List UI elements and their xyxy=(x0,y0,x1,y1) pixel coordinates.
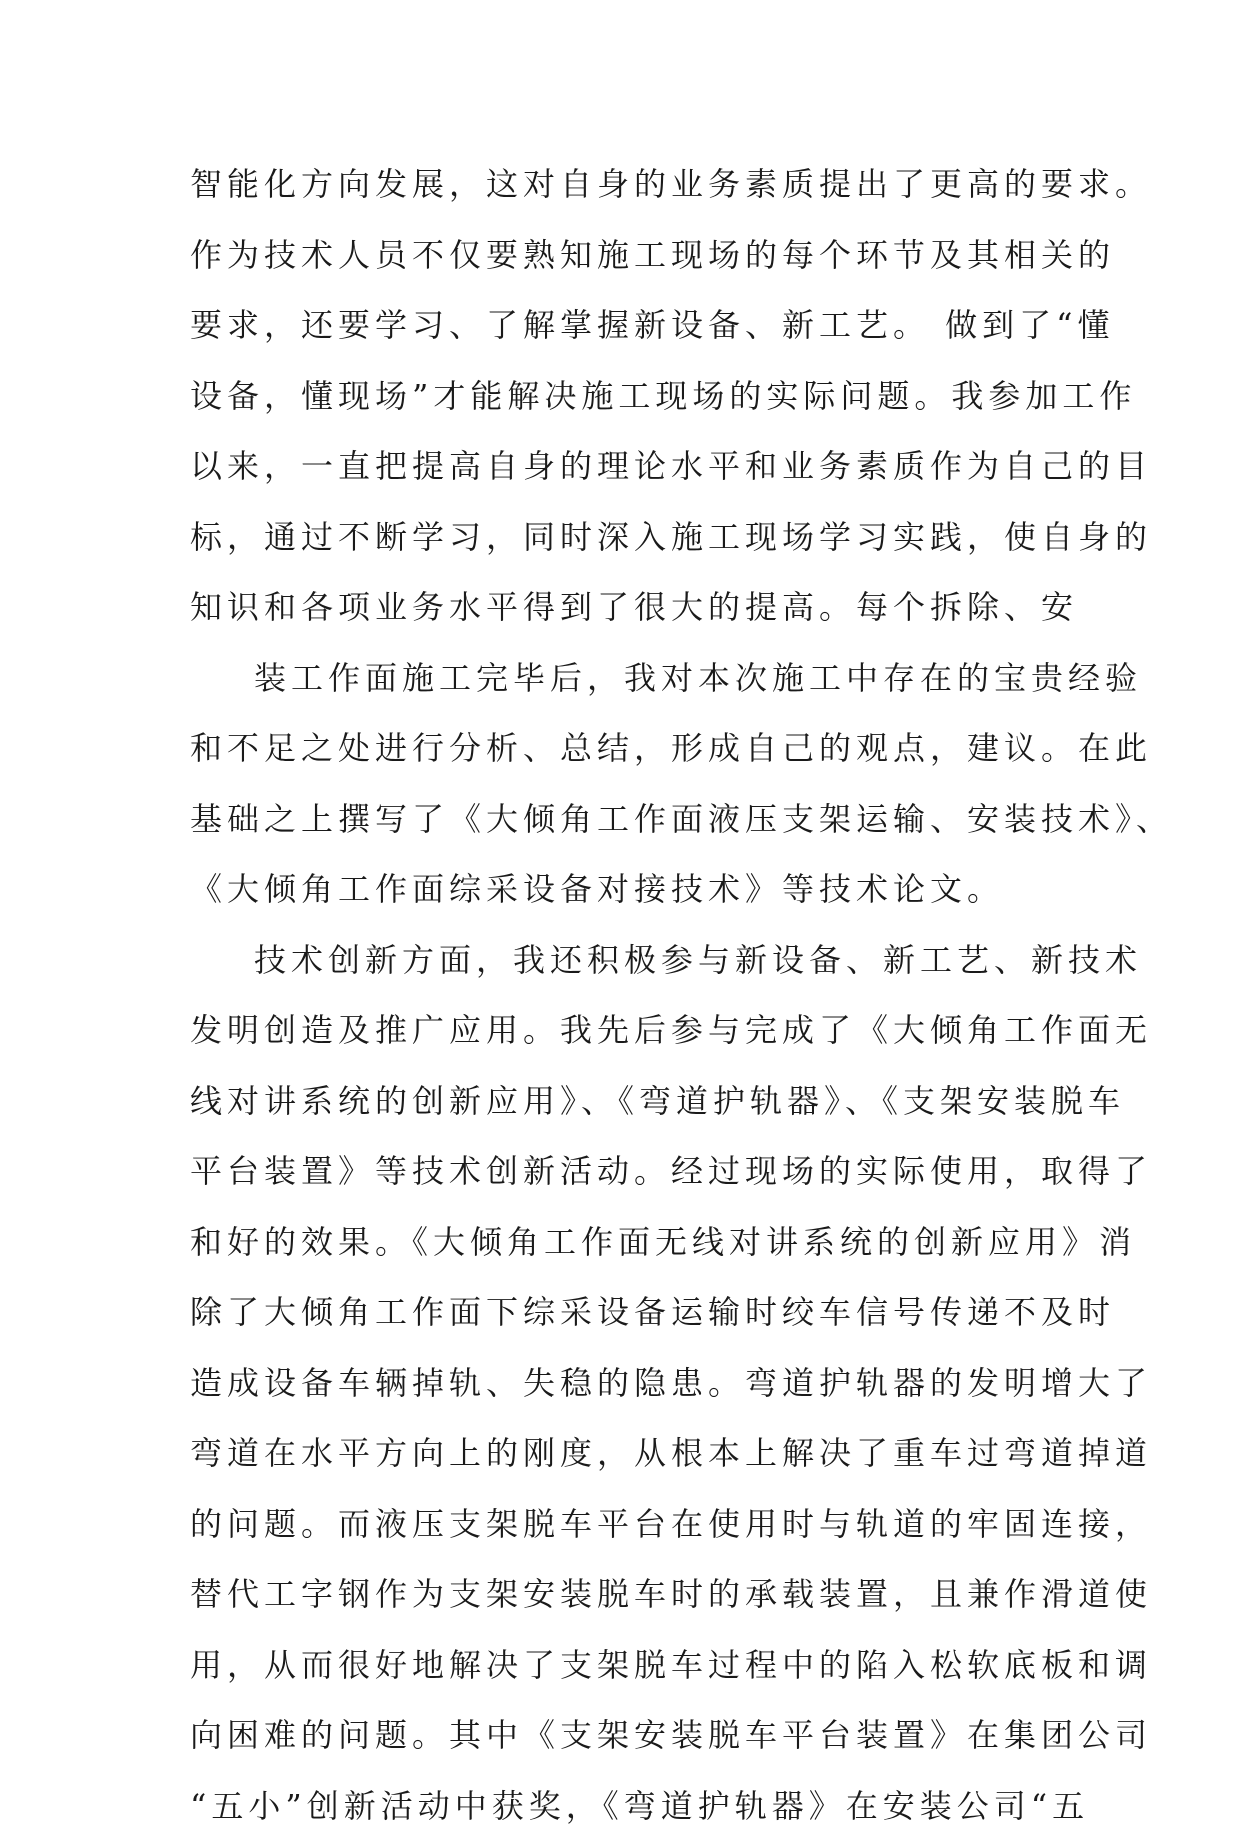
text-line: 标，通过不断学习，同时深入施工现场学习实践，使自身的 xyxy=(190,502,1130,573)
text-line: 智能化方向发展，这对自身的业务素质提出了更高的要求。 xyxy=(190,149,1130,220)
text-line: 和好的效果。《大倾角工作面无线对讲系统的创新应用》消 xyxy=(190,1207,1130,1278)
text-line: 《大倾角工作面综采设备对接技术》等技术论文。 xyxy=(190,854,1130,925)
text-line: 造成设备车辆掉轨、失稳的隐患。弯道护轨器的发明增大了 xyxy=(190,1348,1130,1419)
text-line: 的问题。而液压支架脱车平台在使用时与轨道的牢固连接， xyxy=(190,1489,1130,1560)
text-line: 作为技术人员不仅要熟知施工现场的每个环节及其相关的 xyxy=(190,220,1130,291)
text-line: 线对讲系统的创新应用》、《弯道护轨器》、《支架安装脱车 xyxy=(190,1066,1130,1137)
text-line: 和不足之处进行分析、总结，形成自己的观点，建议。在此 xyxy=(190,713,1130,784)
text-line: 除了大倾角工作面下综采设备运输时绞车信号传递不及时 xyxy=(190,1277,1130,1348)
paragraph-first-line: 装工作面施工完毕后，我对本次施工中存在的宝贵经验 xyxy=(190,643,1130,714)
text-line: 替代工字钢作为支架安装脱车时的承载装置，且兼作滑道使 xyxy=(190,1559,1130,1630)
text-line: 向困难的问题。其中《支架安装脱车平台装置》在集团公司 xyxy=(190,1700,1130,1771)
paragraph-first-line: 技术创新方面，我还积极参与新设备、新工艺、新技术 xyxy=(190,925,1130,996)
text-line: 知识和各项业务水平得到了很大的提高。每个拆除、安 xyxy=(190,572,1130,643)
text-line: 要求，还要学习、了解掌握新设备、新工艺。 做到了“懂 xyxy=(190,290,1130,361)
text-line: 发明创造及推广应用。我先后参与完成了《大倾角工作面无 xyxy=(190,995,1130,1066)
text-line: 设备，懂现场”才能解决施工现场的实际问题。我参加工作 xyxy=(190,361,1130,432)
body-text xyxy=(190,149,1130,1841)
text-line: 用，从而很好地解决了支架脱车过程中的陷入松软底板和调 xyxy=(190,1630,1130,1701)
text-line: 弯道在水平方向上的刚度，从根本上解决了重车过弯道掉道 xyxy=(190,1418,1130,1489)
text-line: “五小”创新活动中获奖，《弯道护轨器》在安装公司“五 xyxy=(190,1771,1130,1841)
text-line: 以来，一直把提高自身的理论水平和业务素质作为自己的目 xyxy=(190,431,1130,502)
text-line: 平台装置》等技术创新活动。经过现场的实际使用，取得了 xyxy=(190,1136,1130,1207)
text-line: 基础之上撰写了《大倾角工作面液压支架运输、安装技术》、 xyxy=(190,784,1130,855)
